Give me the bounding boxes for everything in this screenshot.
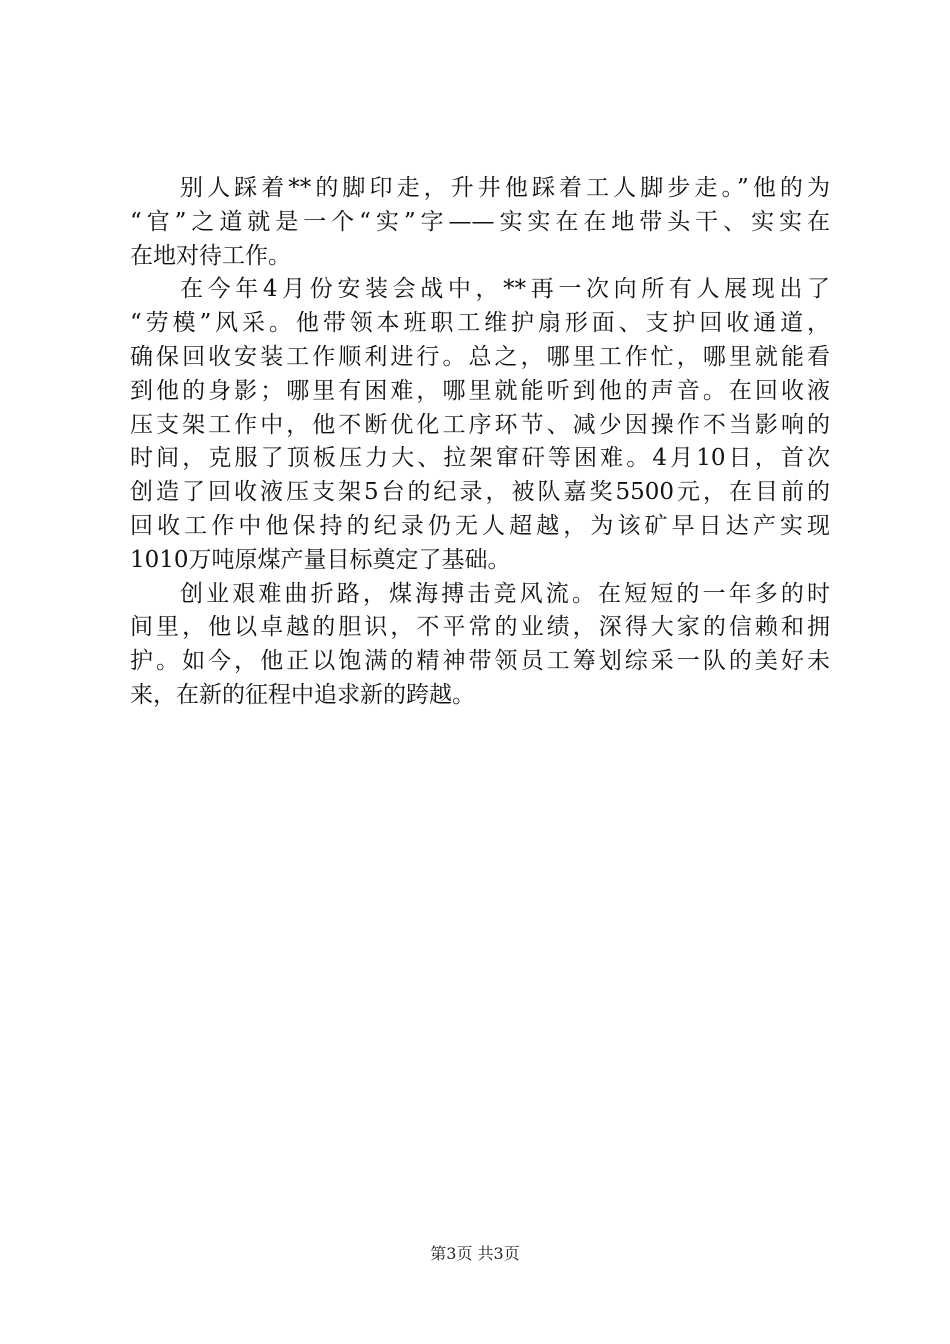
text-line: 创业艰难曲折路，煤海搏击竞风流。在短短的一年多的时 — [180, 580, 830, 607]
paragraph-3 — [130, 578, 830, 713]
paragraph-1 — [130, 172, 830, 273]
text-line: 间里，他以卓越的胆识，不平常的业绩，深得大家的信赖和拥 — [130, 614, 830, 641]
text-line: 1010万吨原煤产量目标奠定了基础。 — [130, 546, 511, 573]
text-line: 时间，克服了顶板压力大、拉架窜矸等困难。4月10日，首次 — [130, 445, 830, 472]
text-line: 创造了回收液压支架5台的纪录，被队嘉奖5500元，在目前的 — [130, 479, 830, 506]
text-line: 在今年4月份安装会战中，**再一次向所有人展现出了 — [180, 276, 830, 303]
text-line: “官”之道就是一个“实”字——实实在在地带头干、实实在 — [130, 208, 830, 235]
text-line: 别人踩着**的脚印走，升井他踩着工人脚步走。”他的为 — [180, 175, 830, 201]
text-line: 回收工作中他保持的纪录仍无人超越，为该矿早日达产实现 — [130, 512, 830, 539]
paragraph-2 — [130, 273, 830, 577]
text-line: 到他的身影；哪里有困难，哪里就能听到他的声音。在回收液 — [130, 377, 830, 404]
text-line: 来，在新的征程中追求新的跨越。 — [130, 681, 475, 708]
text-line: 在地对待工作。 — [130, 242, 291, 269]
text-line: 护。如今，他正以饱满的精神带领员工筹划综采一队的美好未 — [130, 648, 830, 675]
document-body — [130, 172, 830, 713]
text-line: 确保回收安装工作顺利进行。总之，哪里工作忙，哪里就能看 — [130, 343, 830, 370]
text-line: “劳模”风采。他带领本班职工维护扇形面、支护回收通道， — [130, 310, 830, 337]
text-line: 压支架工作中，他不断优化工序环节、减少因操作不当影响的 — [130, 411, 830, 438]
page-number-footer: 第3页 共3页 — [430, 1244, 520, 1263]
